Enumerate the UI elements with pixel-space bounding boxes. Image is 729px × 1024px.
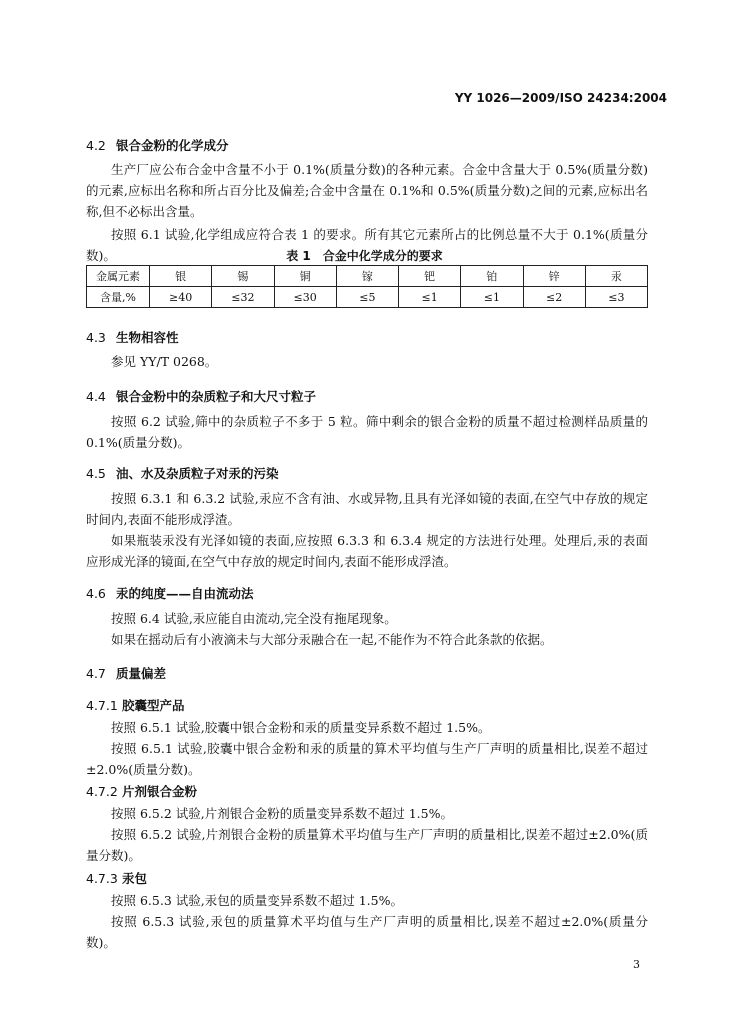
section-heading-4-4: [86, 387, 316, 405]
section-number: 4.7.1: [86, 698, 118, 713]
element-cell: 铂: [461, 266, 523, 287]
standard-code: YY 1026—2009/ISO 24234:2004: [454, 91, 667, 105]
paragraph: 按照 6.5.2 试验,片剂银合金粉的质量变异系数不超过 1.5%。: [111, 806, 453, 821]
element-cell: 铜: [274, 266, 336, 287]
page-number: 3: [633, 958, 640, 971]
section-heading-4-2: [86, 136, 229, 154]
section-heading-4-5: [86, 464, 279, 482]
table-caption: 表 1 合金中化学成分的要求: [286, 249, 443, 263]
section-number: 4.7: [86, 666, 106, 681]
section-title: 质量偏差: [116, 666, 167, 681]
composition-table: [86, 265, 648, 308]
section-title: 片剂银合金粉: [122, 784, 198, 799]
section-heading-4-7: [86, 664, 166, 682]
paragraph: 按照 6.5.1 试验,胶囊中银合金粉和汞的质量的算术平均值与生产厂声明的质量相比,误差不超过±2.0%(质量分数)。: [86, 741, 648, 777]
section-number: 4.7.3: [86, 871, 118, 886]
section-title: 汞的纯度——自由流动法: [116, 586, 254, 601]
section-heading-4-7-3: [86, 869, 147, 887]
element-cell: 钯: [399, 266, 461, 287]
paragraph: 按照 6.5.3 试验,汞包的质量变异系数不超过 1.5%。: [111, 893, 403, 908]
paragraph: 如果在摇动后有小液滴未与大部分汞融合在一起,不能作为不符合此条款的依据。: [111, 632, 553, 647]
table-row: [87, 266, 648, 287]
value-cell: ≤32: [212, 287, 274, 308]
section-number: 4.6: [86, 586, 106, 601]
section-number: 4.5: [86, 466, 106, 481]
section-title: 胶囊型产品: [122, 698, 185, 713]
value-cell: ≤1: [399, 287, 461, 308]
value-cell: ≤3: [585, 287, 647, 308]
paragraph: 按照 6.1 试验,化学组成应符合表 1 的要求。所有其它元素所占的比例总量不大于 0.1%(质量分数)。: [86, 227, 648, 263]
paragraph: 按照 6.5.3 试验,汞包的质量算术平均值与生产厂声明的质量相比,误差不超过±2.0%(质量分数)。: [86, 914, 648, 950]
section-heading-4-7-2: [86, 782, 197, 800]
paragraph: 按照 6.4 试验,汞应能自由流动,完全没有拖尾现象。: [111, 611, 397, 626]
value-cell: ≥40: [150, 287, 212, 308]
section-number: 4.4: [86, 389, 106, 404]
section-title: 生物相容性: [116, 330, 179, 345]
section-number: 4.3: [86, 330, 106, 345]
section-heading-4-6: [86, 584, 254, 602]
element-cell: 银: [150, 266, 212, 287]
section-number: 4.7.2: [86, 784, 118, 799]
value-cell: ≤5: [336, 287, 398, 308]
paragraph: 按照 6.5.2 试验,片剂银合金粉的质量算术平均值与生产厂声明的质量相比,误差不超过±2.0%(质量分数)。: [86, 827, 648, 863]
element-cell: 锡: [212, 266, 274, 287]
paragraph: 按照 6.5.1 试验,胶囊中银合金粉和汞的质量变异系数不超过 1.5%。: [111, 720, 491, 735]
table-row: [87, 287, 648, 308]
element-cell: 镓: [336, 266, 398, 287]
value-cell: ≤2: [523, 287, 585, 308]
paragraph: 按照 6.2 试验,筛中的杂质粒子不多于 5 粒。筛中剩余的银合金粉的质量不超过检测样品质量的 0.1%(质量分数)。: [86, 414, 648, 450]
paragraph: 如果瓶装汞没有光泽如镜的表面,应按照 6.3.3 和 6.3.4 规定的方法进行处理。处理后,汞的表面应形成光泽的镜面,在空气中存放的规定时间内,表面不能形成浮渣。: [86, 533, 648, 569]
paragraph: 生产厂应公布合金中含量不小于 0.1%(质量分数)的各种元素。合金中含量大于 0.5%(质量分数)的元素,应标出名称和所占百分比及偏差;合金中含量在 0.1%和 0.5%(质量分数)之间的元素,应标出名称,但不必标出含量。: [86, 162, 648, 219]
section-heading-4-3: [86, 328, 179, 346]
section-title: 银合金粉中的杂质粒子和大尺寸粒子: [116, 389, 317, 404]
table-header-cell: 金属元素: [87, 266, 150, 287]
value-cell: ≤1: [461, 287, 523, 308]
section-number: 4.2: [86, 138, 106, 153]
section-title: 油、水及杂质粒子对汞的污染: [116, 466, 279, 481]
paragraph: 按照 6.3.1 和 6.3.2 试验,汞应不含有油、水或异物,且具有光泽如镜的表面,在空气中存放的规定时间内,表面不能形成浮渣。: [86, 491, 648, 527]
value-cell: ≤30: [274, 287, 336, 308]
section-title: 汞包: [122, 871, 148, 886]
section-title: 银合金粉的化学成分: [116, 138, 229, 153]
element-cell: 锌: [523, 266, 585, 287]
section-heading-4-7-1: [86, 696, 185, 714]
table-header-cell: 含量,%: [87, 287, 150, 308]
paragraph: 参见 YY/T 0268。: [111, 354, 218, 369]
element-cell: 汞: [585, 266, 647, 287]
